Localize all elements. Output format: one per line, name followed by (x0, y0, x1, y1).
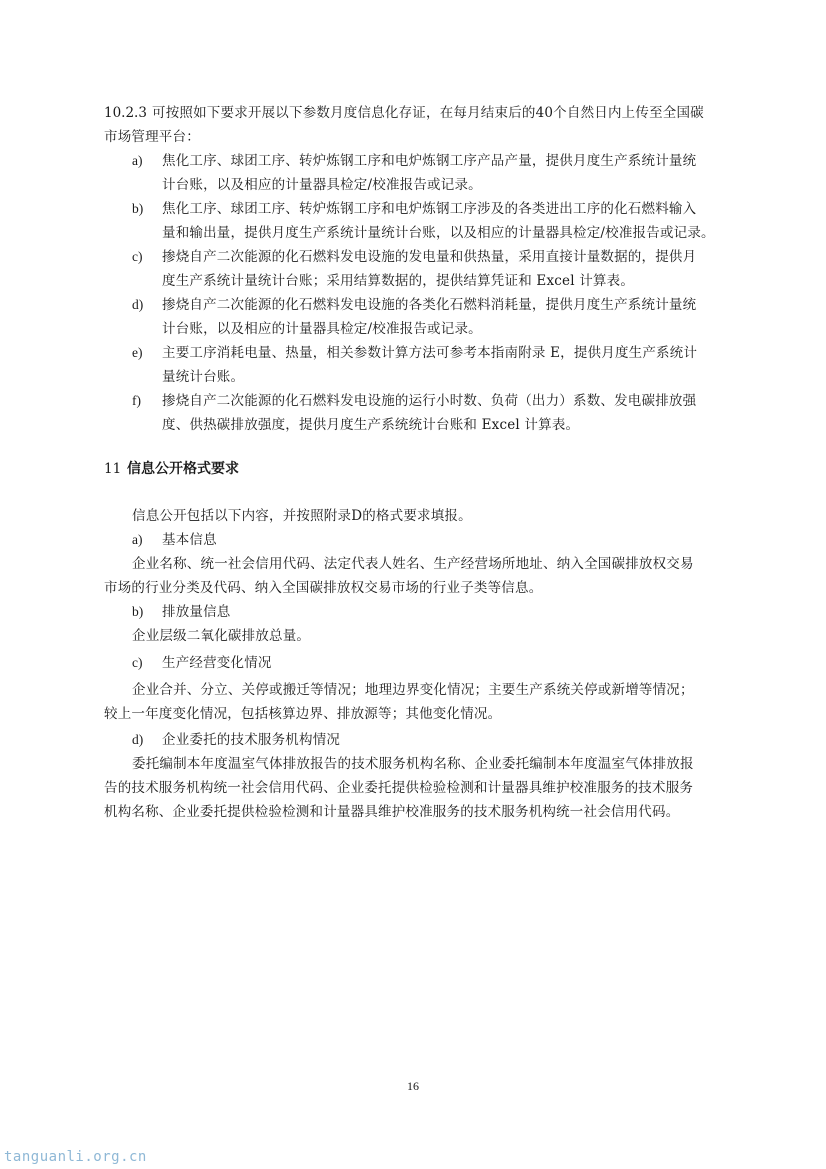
list-item-line: 计台账，以及相应的计量器具检定/校准报告或记录。 (162, 177, 482, 193)
list-label: e) (132, 345, 143, 360)
list-item-line: 度、供热碳排放强度，提供月度生产系统统计台账和 Excel 计算表。 (162, 417, 580, 433)
list-item-title: 生产经营变化情况 (162, 655, 272, 671)
paragraph-line: 告的技术服务机构统一社会信用代码、企业委托提供检验检测和计量器具维护校准服务的技术服务 (104, 780, 694, 796)
paragraph-line: 可按照如下要求开展以下参数月度信息化存证，在每月结束后的40个自然日内上传至全国碳 (152, 105, 704, 121)
paragraph-line: 信息公开包括以下内容，并按照附录D的格式要求填报。 (132, 508, 472, 524)
list-item-title: 排放量信息 (162, 604, 231, 620)
paragraph-line: 机构名称、企业委托提供检验检测和计量器具维护校准服务的技术服务机构统一社会信用代码。 (104, 804, 680, 820)
section-number: 10.2.3 (104, 105, 147, 121)
list-label: d) (132, 732, 144, 747)
paragraph-line: 市场管理平台： (104, 129, 200, 145)
list-item-line: 掺烧自产二次能源的化石燃料发电设施的各类化石燃料消耗量，提供月度生产系统计量统 (162, 297, 697, 313)
list-item-line: 主要工序消耗电量、热量，相关参数计算方法可参考本指南附录 E，提供月度生产系统计 (162, 345, 698, 361)
list-item-line: 量统计台账。 (162, 369, 245, 385)
list-label: a) (132, 153, 143, 168)
list-item-line: 焦化工序、球团工序、转炉炼钢工序和电炉炼钢工序产品产量，提供月度生产系统计量统 (162, 153, 697, 169)
list-item-line: 计台账，以及相应的计量器具检定/校准报告或记录。 (162, 321, 482, 337)
paragraph-line: 企业名称、统一社会信用代码、法定代表人姓名、生产经营场所地址、纳入全国碳排放权交易 (132, 556, 694, 572)
list-item-title: 基本信息 (162, 532, 217, 548)
list-item-line: 掺烧自产二次能源的化石燃料发电设施的发电量和供热量，采用直接计量数据的，提供月 (162, 249, 697, 265)
list-item-title: 企业委托的技术服务机构情况 (162, 732, 341, 748)
paragraph-line: 委托编制本年度温室气体排放报告的技术服务机构名称、企业委托编制本年度温室气体排放报 (132, 756, 694, 772)
section-number: 11 (104, 461, 122, 477)
list-item-line: 度生产系统计量统计台账；采用结算数据的，提供结算凭证和 Excel 计算表。 (162, 273, 635, 289)
paragraph-line: 企业合并、分立、关停或搬迁等情况；地理边界变化情况；主要生产系统关停或新增等情况； (132, 682, 694, 698)
list-item-line: 掺烧自产二次能源的化石燃料发电设施的运行小时数、负荷（出力）系数、发电碳排放强 (162, 393, 697, 409)
paragraph-line: 企业层级二氧化碳排放总量。 (132, 628, 311, 644)
list-label: b) (132, 604, 144, 619)
list-label: c) (132, 249, 143, 264)
list-label: b) (132, 201, 144, 216)
watermark: tanguanli.org.cn (4, 1149, 147, 1165)
list-item-line: 焦化工序、球团工序、转炉炼钢工序和电炉炼钢工序涉及的各类进出工序的化石燃料输入 (162, 201, 697, 217)
paragraph-line: 市场的行业分类及代码、纳入全国碳排放权交易市场的行业子类等信息。 (104, 580, 543, 596)
list-label: d) (132, 297, 144, 312)
paragraph-line: 较上一年度变化情况，包括核算边界、排放源等；其他变化情况。 (104, 706, 502, 722)
list-item-line: 量和输出量，提供月度生产系统计量统计台账，以及相应的计量器具检定/校准报告或记录。 (162, 225, 715, 241)
list-label: f) (132, 393, 141, 408)
list-label: a) (132, 532, 143, 547)
list-label: c) (132, 655, 143, 670)
page-number: 16 (407, 1079, 419, 1093)
section-heading: 信息公开格式要求 (127, 461, 239, 477)
